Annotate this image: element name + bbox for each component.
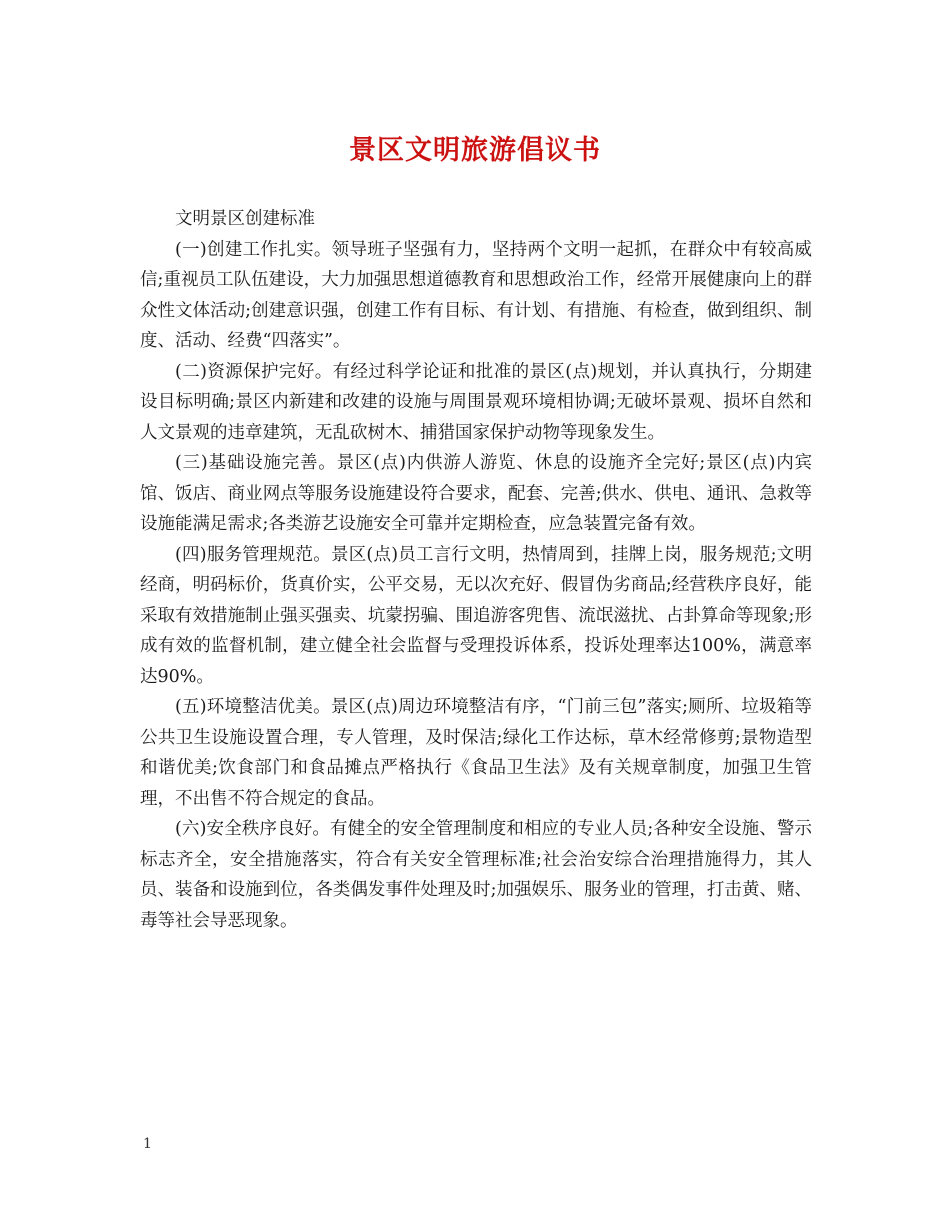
document-title: 景区文明旅游倡议书 bbox=[349, 135, 601, 166]
paragraph-2: (二)资源保护完好。有经过科学论证和批准的景区(点)规划，并认真执行，分期建设目标明确;景区内新建和改建的设施与周围景观环境相协调;无破坏景观、损坏自然和人文景观的违章建筑，无乱砍树木、捕猎国家保护动物等现象发生。 bbox=[140, 361, 812, 443]
paragraph-4: (四)服务管理规范。景区(点)员工言行文明，热情周到，挂牌上岗，服务规范;文明经商，明码标价，货真价实，公平交易，无以次充好、假冒伪劣商品;经营秩序良好，能采取有效措施制止强买强卖、坑蒙拐骗、围追游客兜售、流氓滋扰、占卦算命等现象;形成有效的监督机制，建立健全社会监督与受理投诉体系，投诉处理率达100%，满意率达90%。 bbox=[140, 544, 812, 687]
document-body bbox=[140, 204, 812, 936]
section-heading: 文明景区创建标准 bbox=[175, 209, 315, 229]
paragraph-1: (一)创建工作扎实。领导班子坚强有力，坚持两个文明一起抓，在群众中有较高威信;重视员工队伍建设，大力加强思想道德教育和思想政治工作，经常开展健康向上的群众性文体活动;创建意识强，创建工作有目标、有计划、有措施、有检查，做到组织、制度、活动、经费“四落实”。 bbox=[140, 239, 812, 351]
paragraph-3: (三)基础设施完善。景区(点)内供游人游览、休息的设施齐全完好;景区(点)内宾馆、饭店、商业网点等服务设施建设符合要求，配套、完善;供水、供电、通讯、急救等设施能满足需求;各类游艺设施安全可靠并定期检查，应急装置完备有效。 bbox=[140, 453, 812, 534]
paragraph-6: (六)安全秩序良好。有健全的安全管理制度和相应的专业人员;各种安全设施、警示标志齐全，安全措施落实，符合有关安全管理标准;社会治安综合治理措施得力，其人员、装备和设施到位，各类偶发事件处理及时;加强娱乐、服务业的管理，打击黄、赌、毒等社会导恶现象。 bbox=[140, 819, 812, 931]
paragraph-5: (五)环境整洁优美。景区(点)周边环境整洁有序，“门前三包”落实;厕所、垃圾箱等公共卫生设施设置合理，专人管理，及时保洁;绿化工作达标，草木经常修剪;景物造型和谐优美;饮食部门和食品摊点严格执行《食品卫生法》及有关规章制度，加强卫生管理，不出售不符合规定的食品。 bbox=[140, 697, 812, 809]
page-number: 1 bbox=[143, 1136, 152, 1152]
